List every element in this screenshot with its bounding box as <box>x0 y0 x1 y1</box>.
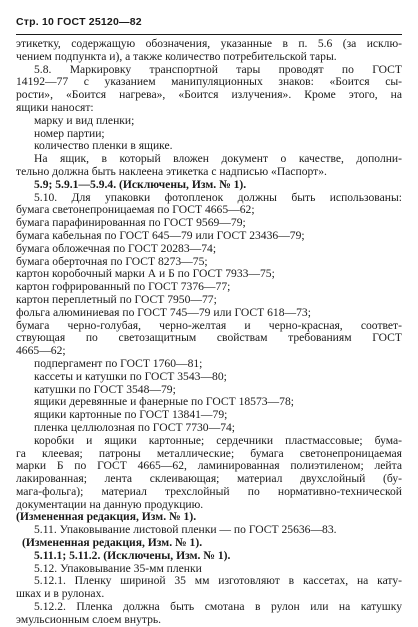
text-line: 4665—62; <box>16 345 66 358</box>
text-line: ящики наносят: <box>16 101 94 114</box>
text-line: картон коробочный марки А и Б по ГОСТ 7933—75; <box>16 268 275 281</box>
text-line: ящики деревянные и фанерные по ГОСТ 18573—78; <box>34 396 294 409</box>
text-line: эмульсионным слоем внутрь. <box>16 613 162 626</box>
text-line: чением подпункта и), а также количество потребительской тары. <box>16 50 337 63</box>
text-line: этикетку, содержащую обозначения, указанные в п. 5.6 (за исклю- <box>16 38 402 50</box>
text-line: бумага оберточная по ГОСТ 8273—75; <box>16 255 208 268</box>
text-line: бумага кабельная по ГОСТ 645—79 или ГОСТ 23436—79; <box>16 229 305 242</box>
document-page <box>16 14 402 627</box>
text-line: (Измененная редакция, Изм. № 1). <box>16 511 197 524</box>
text-line: ящики картонные по ГОСТ 13841—79; <box>34 409 228 422</box>
text-line: подпергамент по ГОСТ 1760—81; <box>34 357 203 370</box>
text-line: (Измененная редакция, Изм. № 1). <box>22 537 203 550</box>
text-line: мага-фольга); материал трехслойный по нормативно-технической <box>16 485 402 498</box>
text-line: номер партии; <box>34 127 105 140</box>
text-line: лакированная; лента склеивающая; материал двухслойный (бу- <box>16 473 402 486</box>
text-line: кассеты и катушки по ГОСТ 3543—80; <box>34 370 227 383</box>
text-line: тельно должна быть наклеена этикетка с надписью «Паспорт». <box>16 165 327 178</box>
text-line: 5.11. Упаковывание листовой пленки — по ГОСТ 25636—83. <box>34 524 337 537</box>
text-line: фольга алюминиевая по ГОСТ 745—79 или ГОСТ 618—73; <box>16 306 311 319</box>
text-line: 5.12. Упаковывание 35-мм пленки <box>34 562 202 575</box>
text-line: марку и вид пленки; <box>34 114 135 127</box>
text-line: рости», «Боится нагрева», «Боится излучения». Кроме этого, на <box>16 89 402 102</box>
text-line: картон переплетный по ГОСТ 7950—77; <box>16 293 217 306</box>
text-line: 5.12.1. Пленку шириной 35 мм изготовляют в кассетах, на кату- <box>34 575 402 588</box>
text-line: бумага черно-голубая, черно-желтая и черно-красная, соответ- <box>16 319 402 332</box>
text-line: 5.11.1; 5.11.2. (Исключены, Изм. № 1). <box>34 549 231 562</box>
text-line: 5.8. Маркировку транспортной тары проводят по ГОСТ <box>34 63 402 76</box>
text-line: документации на данную продукцию. <box>16 498 204 511</box>
text-line: бумага светонепроницаемая по ГОСТ 4665—62; <box>16 204 255 217</box>
text-line: картон гофрированный по ГОСТ 7376—77; <box>16 281 231 294</box>
text-line: катушки по ГОСТ 3548—79; <box>34 383 176 396</box>
text-line: 14192—77 с указанием манипуляционных знаков: «Боится сы- <box>16 76 402 89</box>
text-line: га клеевая; патроны металлические; бумага светонепроницаемая <box>16 447 402 460</box>
text-line: бумага обложечная по ГОСТ 20283—74; <box>16 242 217 255</box>
page-header: Стр. 10 ГОСТ 25120—82 <box>16 14 402 35</box>
text-line: 5.10. Для упаковки фотопленок должны быть использованы: <box>34 191 402 204</box>
text-line: бумага парафинированная по ГОСТ 9569—79; <box>16 217 246 230</box>
text-line: ствующая по светозащитным свойствам требованиям ГОСТ <box>16 332 402 345</box>
text-line: 5.12.2. Пленка должна быть смотана в рулон или на катушку <box>34 601 402 614</box>
text-line: На ящик, в который вложен документ о качестве, дополни- <box>34 153 402 166</box>
body-text <box>16 38 402 627</box>
text-line: коробки и ящики картонные; сердечники пластмассовые; бума- <box>34 434 402 447</box>
text-line: марки Б по ГОСТ 4665—62, ламинированная полиэтиленом; лейта <box>16 460 402 473</box>
text-line: 5.9; 5.9.1—5.9.4. (Исключены, Изм. № 1). <box>34 178 247 191</box>
text-line: пленка целлюлозная по ГОСТ 7730—74; <box>34 421 236 434</box>
text-line: количество пленки в ящике. <box>34 140 173 153</box>
text-line: шках и в рулонах. <box>16 588 105 601</box>
